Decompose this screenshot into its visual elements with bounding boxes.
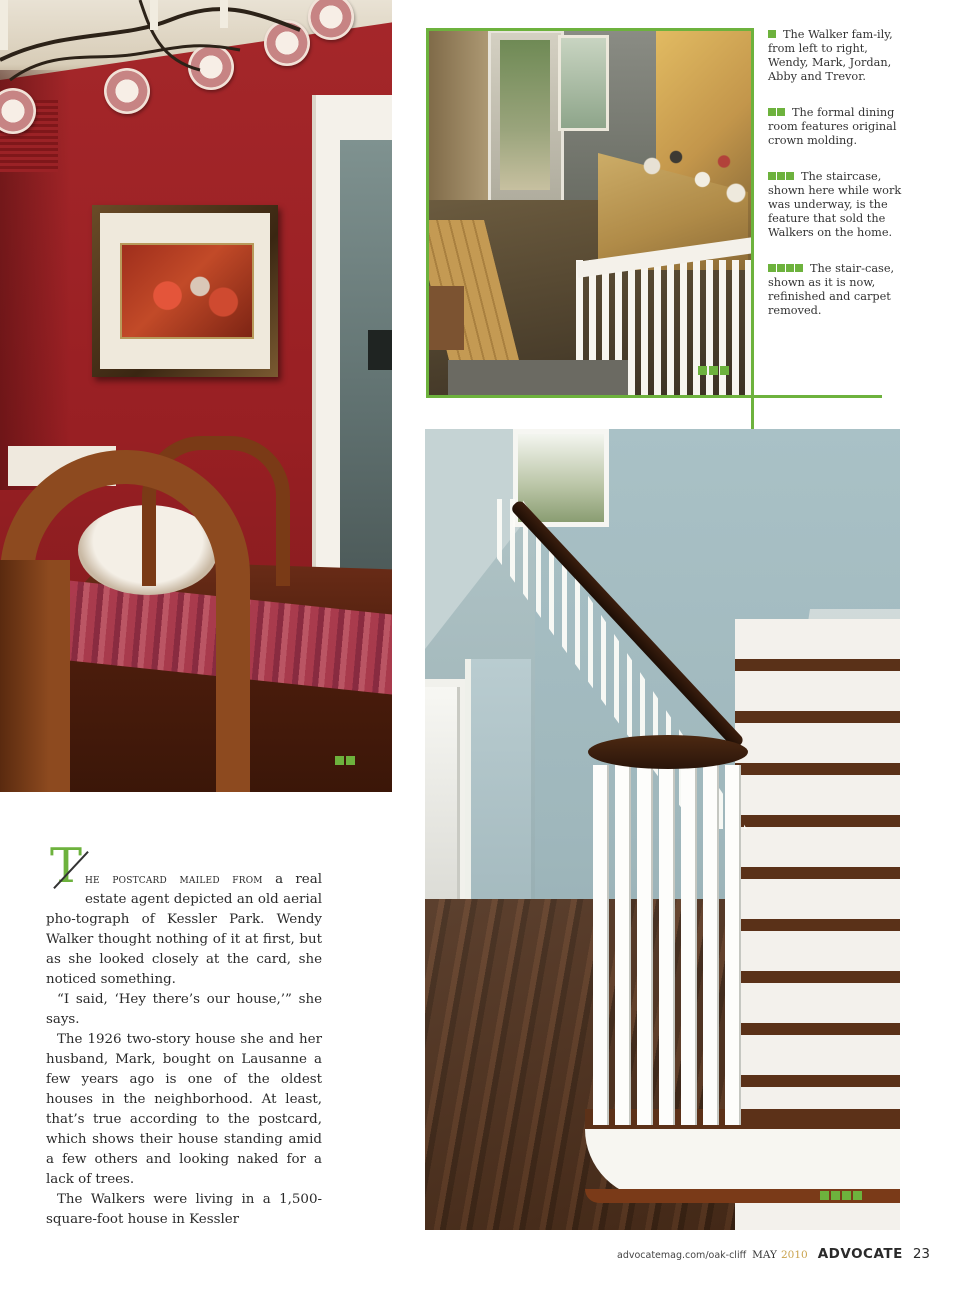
dining-room-photo — [0, 0, 392, 792]
caption-text: The Walker fam-ily, from left to right, Wendy, Mark, Jordan, Abby and Trevor. — [768, 28, 893, 83]
footer-month: MAY — [752, 1249, 777, 1261]
caption-1 — [768, 28, 904, 84]
stairwell — [448, 360, 628, 396]
caption-marker — [768, 106, 786, 119]
hallway — [465, 659, 531, 939]
white-door — [425, 687, 460, 902]
photo-captions — [768, 28, 904, 340]
caption-4 — [768, 262, 904, 318]
article-paragraph — [46, 838, 323, 990]
newel-spindles — [593, 765, 743, 1125]
marker-square — [842, 1191, 851, 1200]
doorway-opening — [340, 140, 392, 600]
green-frame-line — [426, 28, 754, 31]
footer-year: 2010 — [780, 1249, 808, 1261]
photo-marker — [335, 756, 355, 765]
marker-square — [777, 108, 785, 116]
caption-marker — [768, 170, 795, 183]
photo-marker — [698, 366, 729, 375]
marker-square — [768, 30, 776, 38]
caption-3 — [768, 170, 904, 240]
article-paragraph: The Walkers were living in a 1,500-square-foot house in Kessler — [46, 1192, 322, 1227]
caption-marker — [768, 28, 777, 41]
marker-square — [709, 366, 718, 375]
marker-square — [820, 1191, 829, 1200]
drop-cap — [46, 838, 84, 894]
framed-flower-painting — [92, 205, 278, 377]
marker-square — [786, 172, 794, 180]
caption-text: The formal dining room features original crown molding. — [768, 106, 897, 147]
article-lead-in: he postcard mailed from — [85, 872, 263, 887]
dropcap-spacer — [46, 846, 322, 870]
chair-splat — [0, 560, 70, 792]
marker-square — [777, 264, 785, 272]
cardboard-box — [428, 286, 464, 350]
caption-2 — [768, 106, 904, 148]
marker-square — [768, 172, 776, 180]
marker-square — [831, 1191, 840, 1200]
marker-square — [346, 756, 355, 765]
article-paragraph: “I said, ‘Hey there’s our house,’” she says. — [46, 992, 322, 1027]
green-frame-line — [426, 28, 429, 398]
doorway-shadow — [368, 330, 392, 370]
marker-square — [698, 366, 707, 375]
page-footer — [617, 1246, 930, 1266]
marker-square — [786, 264, 794, 272]
caption-text: The stair-case, shown as it is now, refinished and carpet removed. — [768, 262, 895, 317]
caption-marker — [768, 262, 804, 275]
page-number: 23 — [912, 1246, 930, 1262]
staircase-finished-photo — [425, 429, 900, 1230]
marker-square — [777, 172, 785, 180]
marker-square — [795, 264, 803, 272]
green-frame-line — [426, 395, 882, 398]
staircase-construction-photo — [428, 30, 752, 396]
footer-url: advocatemag.com/oak-cliff — [617, 1250, 747, 1261]
construction-clutter — [628, 130, 748, 220]
marker-square — [768, 108, 776, 116]
chandelier — [0, 0, 330, 110]
door-opening — [500, 40, 550, 190]
caption-text: The staircase, shown here while work was underway, is the feature that sold the Walkers on the home. — [768, 170, 902, 239]
drop-cap-letter: T — [50, 838, 83, 894]
flower-painting — [120, 243, 254, 339]
window — [558, 35, 609, 131]
newel-cap — [588, 735, 748, 769]
marker-square — [720, 366, 729, 375]
marker-square — [853, 1191, 862, 1200]
marker-square — [768, 264, 776, 272]
article-text: a real estate agent depicted an old aerial pho-tograph of Kessler Park. Wendy Walker thought nothing of it at first, but as she looked closely at the card, she noticed something. — [46, 872, 323, 987]
painting-mat — [100, 213, 270, 369]
article-paragraph: The 1926 two-story house she and her husband, Mark, bought on Lausanne a few years ago is one of the oldest houses in the neighborhood. At least, that’s true according to the postcard, which shows their house standing amid a few others and looking naked for a lack of trees. — [46, 1032, 322, 1187]
magazine-logo: ADVOCATE — [817, 1246, 903, 1262]
marker-square — [335, 756, 344, 765]
photo-marker — [820, 1191, 862, 1200]
article-body — [46, 838, 323, 1230]
